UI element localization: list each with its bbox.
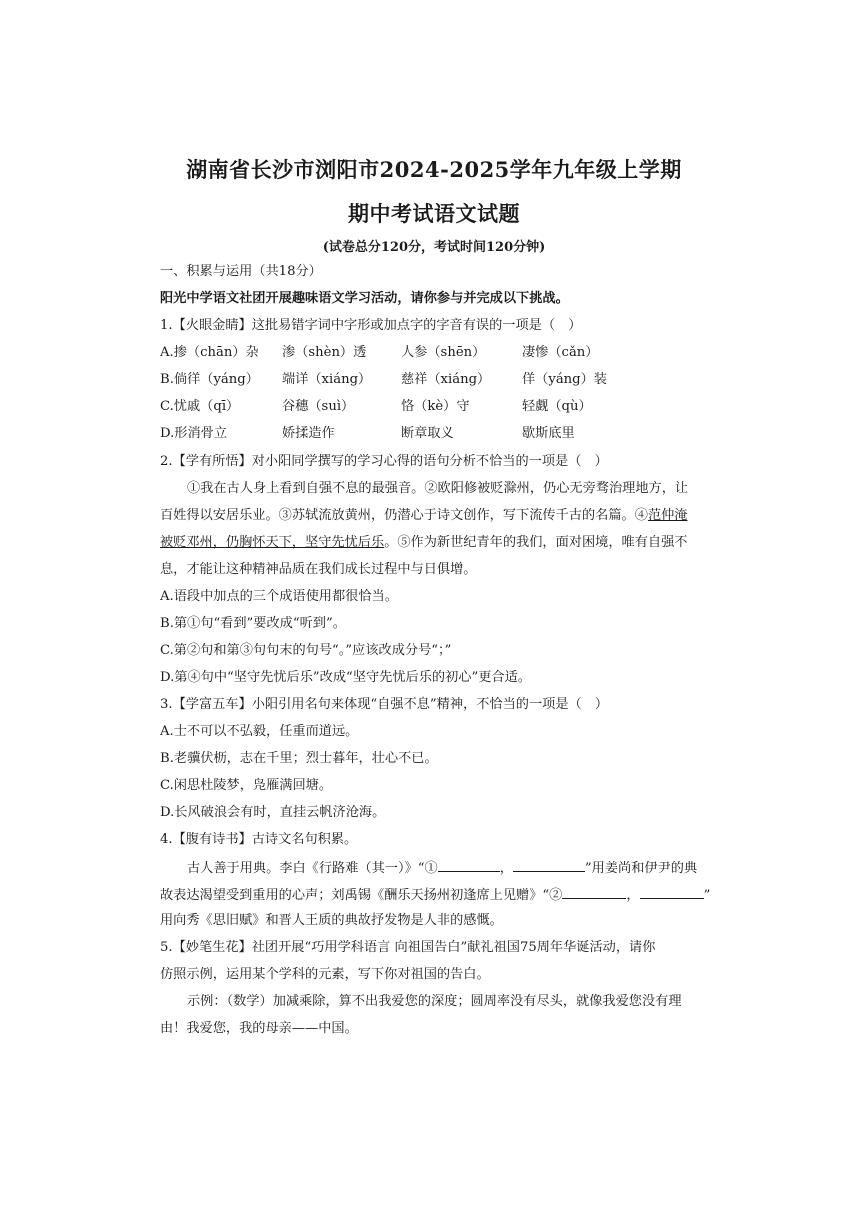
q1-option-d: [160, 426, 632, 442]
q2-option-c: C.第②句和第③句句末的句号“。”应该改成分号“；”: [160, 643, 452, 658]
q2-stem: 2.【学有所悟】对小阳同学撰写的学习心得的语句分析不恰当的一项是（ ）: [160, 454, 608, 469]
q4-line3: 用向秀《思旧赋》和晋人王质的典故抒发物是人非的感慨。: [160, 913, 503, 928]
q5-stem: 5.【妙笔生花】社团开展“巧用学科语言 向祖国告白”献礼祖国75周年华诞活动，请你: [160, 940, 656, 955]
q4-blank-1a[interactable]: [438, 859, 500, 872]
q2-underlined-phrase: 被贬邓州，仍胸怀天下，坚守先忧后乐: [160, 535, 385, 550]
q2-passage-line2-text: 百姓得以安居乐业。③苏轼流放黄州，仍潜心于诗文创作，写下流传千古的名篇。④: [160, 508, 648, 523]
q5-example-line1: 示例：（数学）加减乘除，算不出我爱您的深度；圆周率没有尽头，就像我爱您没有理: [187, 994, 682, 1009]
q1-d-word4: 歇斯底里: [522, 426, 575, 441]
q1-c-word3: 恪（kè）守: [401, 399, 470, 414]
q1-c-word1: C.忧戚（qī）: [160, 399, 240, 414]
q1-b-word3: 慈祥（xiáng）: [401, 372, 491, 387]
q4-line2: [160, 886, 710, 904]
q1-a-word4: 凄惨（cǎn）: [522, 345, 599, 360]
exam-title-line1: 湖南省长沙市浏阳市2024-2025学年九年级上学期: [186, 157, 682, 182]
q2-option-d: D.第④句中“坚守先忧后乐”改成“坚守先忧后乐的初心”更合适。: [160, 670, 531, 685]
q1-c-word4: 轻觑（qù）: [522, 399, 592, 414]
q1-option-c: [160, 399, 632, 415]
q3-option-d: D.长风破浪会有时，直挂云帆济沧海。: [160, 805, 386, 820]
q4-line2-text-a: 故表达渴望受到重用的心声；刘禹锡《酬乐天扬州初逢席上见赠》“②: [160, 888, 563, 903]
q1-a-word1: A.掺（chān）杂: [160, 345, 259, 360]
q1-a-word2: 渗（shèn）透: [282, 345, 367, 360]
q2-option-a: A.语段中加点的三个成语使用都很恰当。: [160, 589, 398, 604]
q2-passage-line3-text: 。⑤作为新世纪青年的我们，面对困境，唯有自强不: [384, 535, 688, 550]
q4-line1-text-b: ”用姜尚和伊尹的典: [584, 861, 698, 876]
q1-stem: 1.【火眼金睛】这批易错字词中字形或加点字的字音有误的一项是（ ）: [160, 318, 582, 333]
q1-c-word2: 谷穗（suì）: [282, 399, 355, 414]
q4-line1: [187, 859, 697, 877]
q4-line2-text-b: ”: [703, 888, 711, 903]
q3-option-c: C.闲思杜陵梦，凫雁满回塘。: [160, 778, 333, 793]
q2-underlined-name: 范仲淹: [647, 508, 688, 523]
section-heading: 一、积累与运用（共18分）: [160, 264, 322, 279]
q2-option-b: B.第①句“看到”要改成“听到”。: [160, 616, 346, 631]
q1-option-b: [160, 372, 632, 388]
q2-passage-line3: [160, 535, 688, 551]
q4-line1-sep: ，: [499, 861, 513, 876]
q4-stem: 4.【腹有诗书】古诗文名句积累。: [160, 832, 358, 847]
q4-line2-sep: ，: [626, 888, 640, 903]
q3-option-a: A.士不可以不弘毅，任重而道远。: [160, 724, 359, 739]
q1-d-word2: 娇揉造作: [282, 426, 335, 441]
q3-option-b: B.老骥伏枥，志在千里；烈士暮年，壮心不已。: [160, 751, 438, 766]
q1-b-word2: 端详（xiáng）: [282, 372, 372, 387]
q1-b-word4: 佯（yáng）装: [522, 372, 607, 387]
q4-blank-1b[interactable]: [513, 859, 585, 872]
q4-line1-text-a: 古人善于用典。李白《行路难（其一）》“①: [187, 861, 438, 876]
section-intro: 阳光中学语文社团开展趣味语文学习活动，请你参与并完成以下挑战。: [160, 291, 569, 306]
q3-stem: 3.【学富五车】小阳引用名句来体现“自强不息”精神，不恰当的一项是（ ）: [160, 697, 609, 712]
q2-passage-line2: [160, 508, 688, 524]
q4-blank-2b[interactable]: [640, 886, 704, 899]
q1-a-word3: 人参（shēn）: [401, 345, 486, 360]
q5-stem-line2: 仿照示例，运用某个学科的元素，写下你对祖国的告白。: [160, 967, 490, 982]
q2-passage-line1: ①我在古人身上看到自强不息的最强音。②欧阳修被贬滁州，仍心无旁骛治理地方，让: [187, 481, 689, 496]
exam-subtitle: (试卷总分120分，考试时间120分钟): [322, 240, 546, 255]
q1-d-word1: D.形消骨立: [160, 426, 228, 441]
exam-title-line2: 期中考试语文试题: [348, 201, 520, 226]
q1-b-word1: B.倘徉（yáng）: [160, 372, 259, 387]
q2-passage-line4: 息，才能让这种精神品质在我们成长过程中与日俱增。: [160, 562, 477, 577]
q5-example-line2: 由！我爱您，我的母亲——中国。: [160, 1021, 358, 1036]
q1-d-word3: 断章取义: [401, 426, 454, 441]
q1-option-a: [160, 345, 632, 361]
q4-blank-2a[interactable]: [562, 886, 626, 899]
